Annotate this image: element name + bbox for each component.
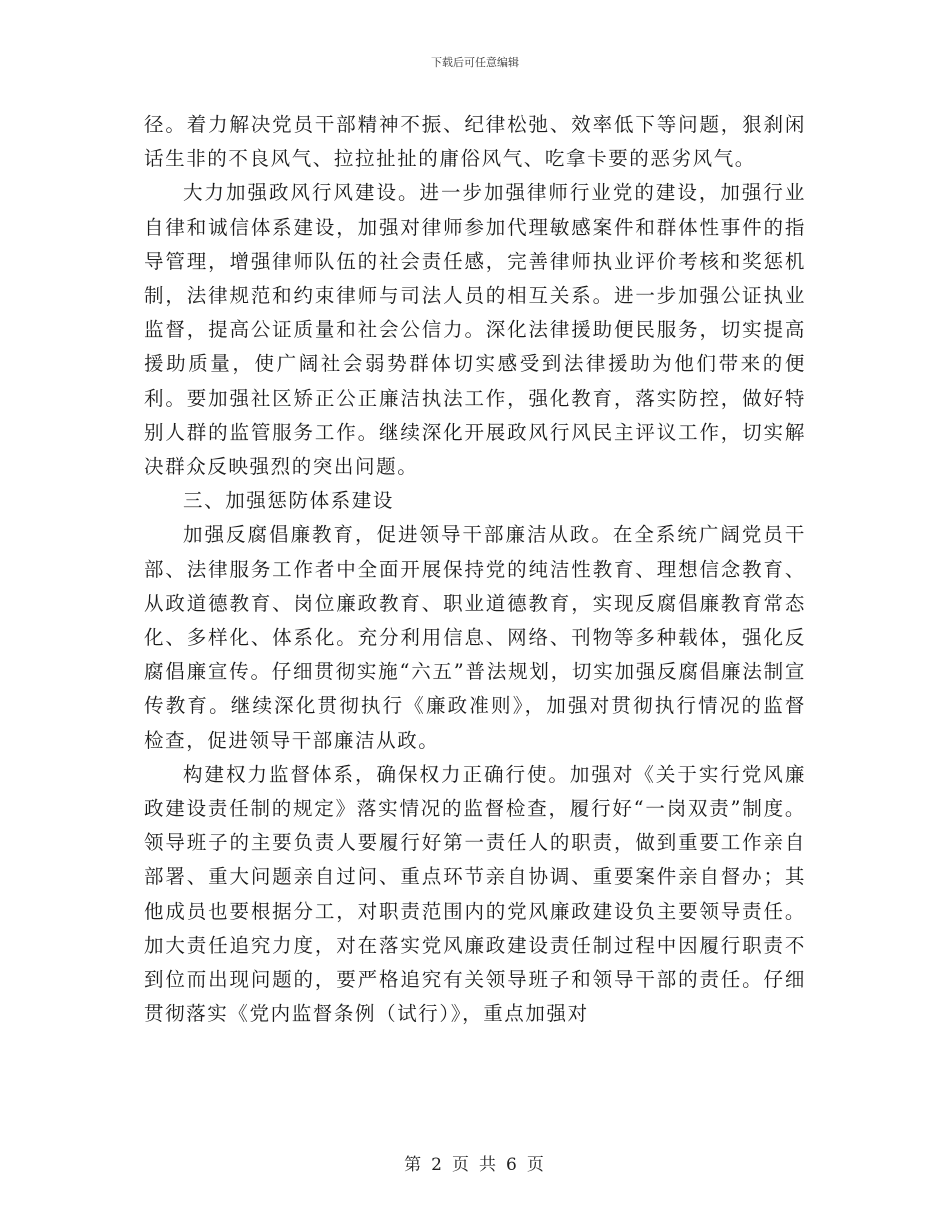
current-page-number: 2 xyxy=(431,1155,444,1175)
total-page-count: 6 xyxy=(506,1155,519,1175)
paragraph-2: 大力加强政风行风建设。进一步加强律师行业党的建设，加强行业自律和诚信体系建设，加强对律师参加代理敏感案件和群体性事件的指导管理，增强律师队伍的社会责任感，完善律师执业评价考核和奖惩机制，法律规范和约束律师与司法人员的相互关系。进一步加强公证执业监督，提高公证质量和社会公信力。深化法律援助便民服务，切实提高援助质量，使广阔社会弱势群体切实感受到法律援助为他们带来的便利。要加强社区矫正公正廉洁执法工作，强化教育，落实防控，做好特别人群的监管服务工作。继续深化开展政风行风民主评议工作，切实解决群众反映强烈的突出问题。 xyxy=(144,181,806,479)
paragraph-1: 径。着力解决党员干部精神不振、纪律松弛、效率低下等问题，狠刹闲话生非的不良风气、拉拉扯扯的庸俗风气、吃拿卡要的恶劣风气。 xyxy=(144,113,806,171)
total-prefix: 共 xyxy=(479,1155,498,1175)
page-prefix: 第 xyxy=(404,1155,424,1175)
paragraph-4: 构建权力监督体系，确保权力正确行使。加强对《关于实行党风廉政建设责任制的规定》落实情况的监督检查，履行好“一岗双责”制度。领导班子的主要负责人要履行好第一责任人的职责，做到重要工作亲自部署、重大问题亲自过问、重点环节亲自协调、重要案件亲自督办；其他成员也要根据分工，对职责范围内的党风廉政建设负主要领导责任。加大责任追究力度，对在落实党风廉政建设责任制过程中因履行职责不到位而出现问题的，要严格追究有关领导班子和领导干部的责任。仔细贯彻落实《党内监督条例（试行）》，重点加强对 xyxy=(144,762,806,1026)
paragraph-3: 加强反腐倡廉教育，促进领导干部廉洁从政。在全系统广阔党员干部、法律服务工作者中全面开展保持党的纯洁性教育、理想信念教育、从政道德教育、岗位廉政教育、职业道德教育，实现反腐倡廉教育常态化、多样化、体系化。充分利用信息、网络、刊物等多种载体，强化反腐倡廉宣传。仔细贯彻实施“六五”普法规划，切实加强反腐倡廉法制宣传教育。继续深化贯彻执行《廉政准则》，加强对贯彻执行情况的监督检查，促进领导干部廉洁从政。 xyxy=(144,523,806,752)
section-heading: 三、加强惩防体系建设 xyxy=(183,489,395,513)
document-body xyxy=(144,108,806,1031)
total-unit: 页 xyxy=(526,1155,546,1175)
page-unit: 页 xyxy=(452,1155,471,1175)
page-header-note: 下载后可任意编辑 xyxy=(431,56,519,69)
page-footer xyxy=(0,1150,950,1175)
